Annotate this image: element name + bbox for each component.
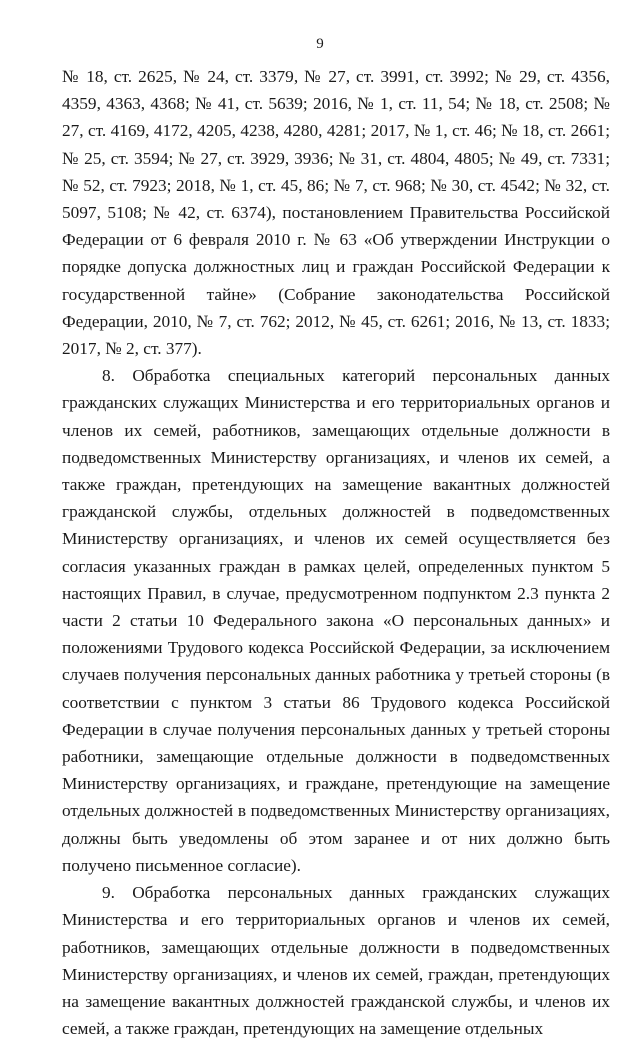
paragraph-item-8: 8. Обработка специальных категорий персональных данных гражданских служащих Министерства и его территориальных органов и членов их семей, работников, замещающих отдельные должности в подведомственных Министерству организациях, и членов их семей, а также граждан, претендующих на замещение вакантных должностей гражданской службы, отдельных должностей в подведомственных Министерству организациях, и членов их семей осуществляется без согласия указанных граждан в рамках целей, определенных пунктом 5 настоящих Правил, в случае, предусмотренном подпунктом 2.3 пункта 2 части 2 статьи 10 Федерального закона «О персональных данных» и положениями Трудового кодекса Российской Федерации, за исключением случаев получения персональных данных работника у третьей стороны (в соответствии с пунктом 3 статьи 86 Трудового кодекса Российской Федерации в случае получения персональных данных у третьей стороны работники, замещающие отдельные должности в подведомственных Министерству организациях, и граждане, претендующие на замещение отдельных должностей в подведомственных Министерству организациях, должны быть уведомлены об этом заранее и от них должно быть получено письменное согласие). bbox=[62, 366, 610, 875]
page-number: 9 bbox=[316, 36, 324, 52]
paragraph-item-9: 9. Обработка персональных данных гражданских служащих Министерства и его территориальных органов и членов их семей, работников, замещающих отдельные должности в подведомственных Министерству организациях, и членов их семей, граждан, претендующих на замещение вакантных должностей гражданской службы, и членов их семей, а также граждан, претендующих на замещение отдельных bbox=[62, 883, 610, 1039]
paragraph-continuation: № 18, ст. 2625, № 24, ст. 3379, № 27, ст. 3991, ст. 3992; № 29, ст. 4356, 4359, 4363, 4368; № 41, ст. 5639; 2016, № 1, ст. 11, 54; № 18, ст. 2508; № 27, ст. 4169, 4172, 4205, 4238, 4280, 4281; 2017, № 1, ст. 46; № 18, ст. 2661; № 25, ст. 3594; № 27, ст. 3929, 3936; № 31, ст. 4804, 4805; № 49, ст. 7331; № 52, ст. 7923; 2018, № 1, ст. 45, 86; № 7, ст. 968; № 30, ст. 4542; № 32, ст. 5097, 5108; № 42, ст. 6374), постановлением Правительства Российской Федерации от 6 февраля 2010 г. № 63 «Об утверждении Инструкции о порядке допуска должностных лиц и граждан Российской Федерации к государственной тайне» (Собрание законодательства Российской Федерации, 2010, № 7, ст. 762; 2012, № 45, ст. 6261; 2016, № 13, ст. 1833; 2017, № 2, ст. 377). bbox=[62, 67, 610, 359]
document-body bbox=[62, 63, 610, 1042]
